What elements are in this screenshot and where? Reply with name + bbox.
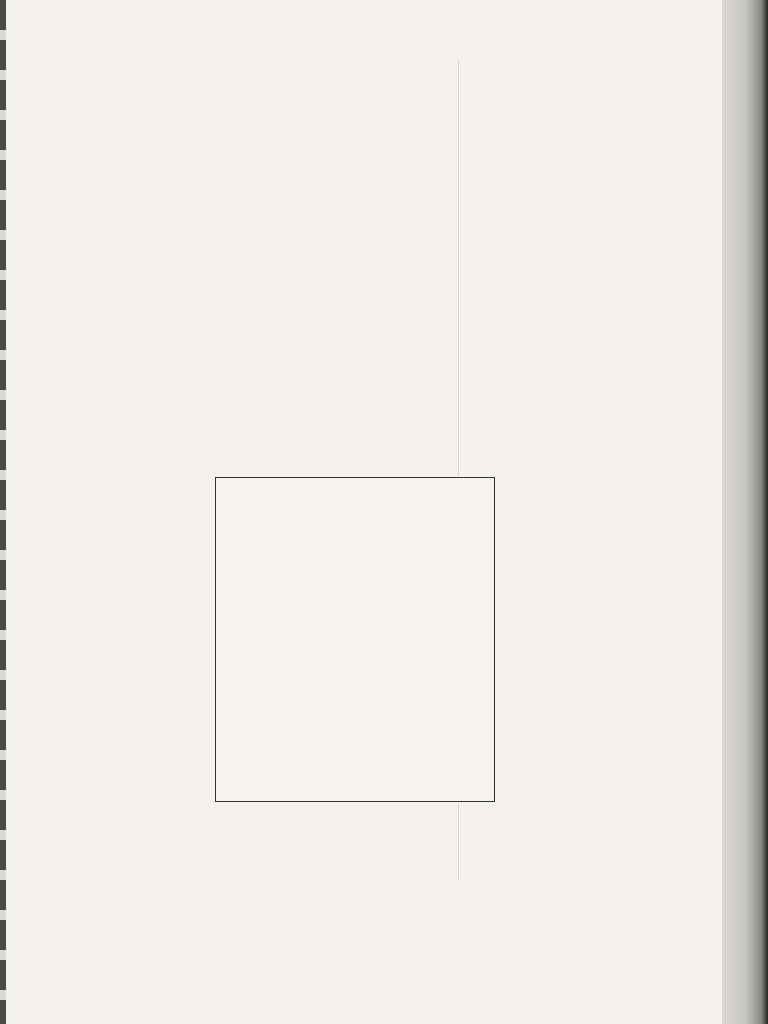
subsection-heading <box>64 222 74 236</box>
figure-box <box>215 477 495 802</box>
chart-svg <box>216 478 494 801</box>
section-heading <box>64 89 80 104</box>
figure-caption <box>102 858 119 873</box>
page-stack-edge <box>722 0 768 1024</box>
